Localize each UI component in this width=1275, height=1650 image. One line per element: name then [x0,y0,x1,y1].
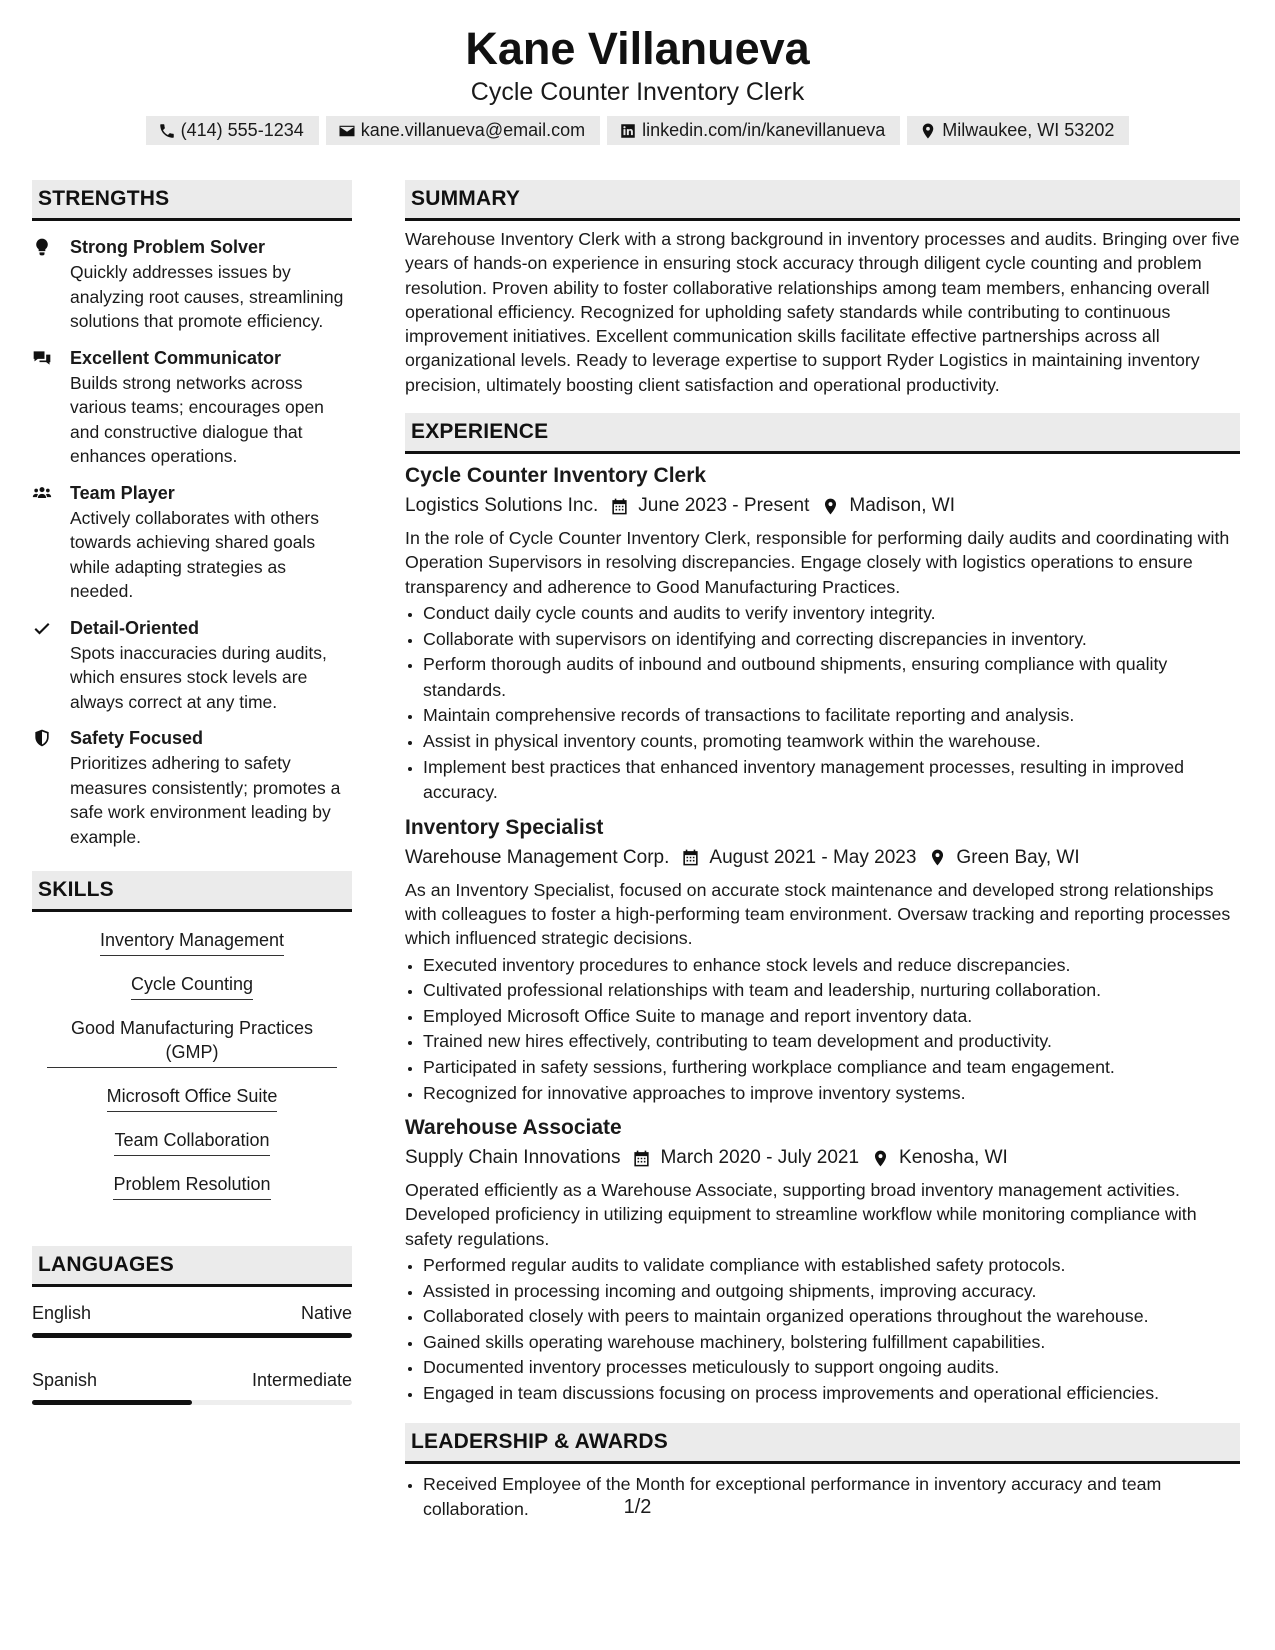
strengths-list [32,235,352,849]
language-level: Intermediate [251,1370,352,1390]
calendar-icon [681,848,700,867]
contact-phone[interactable] [146,116,319,145]
list-item: • Assisted in processing incoming and outgoing shipments, improving accuracy. [423,1279,1240,1305]
language-proficiency-bar [32,1400,352,1405]
job-description: Operated efficiently as a Warehouse Associate, supporting broad inventory management activities. Developed proficiency in utilizing equipment to streamline workflow while monitoring compliance with safety regulations. [405,1180,1197,1249]
strength-item [32,726,352,849]
check-icon [32,618,52,638]
comments-icon [32,348,52,368]
strength-desc: Builds strong networks across various teams; encourages open and constructive dialogue that enhances operations. [70,372,324,466]
strength-desc: Prioritizes adhering to safety measures consistently; promotes a safe work environment leading by example. [70,753,341,847]
job-bullets [405,1253,1240,1407]
list-item: • Perform thorough audits of inbound and outbound shipments, ensuring compliance with quality standards. [423,652,1240,703]
summary-text: Warehouse Inventory Clerk with a strong background in inventory processes and audits. Bringing over five years of hands-on experience in ensuring stock accuracy through diligent cycle counting and problem resolution. Proven ability to foster collaborative relationships among team members, enhancing overall operational efficiency. Recognized for upholding safety standards while contributing to continuous improvement initiatives. Excellent communication skills facilitate effective partnerships across all organizational levels. Ready to leverage expertise to support Ryder Logistics in maintaining inventory precision, ultimately boosting client satisfaction and operational productivity. [405,229,1240,395]
list-item: • Gained skills operating warehouse machinery, bolstering fulfillment capabilities. [423,1330,1240,1356]
job-entry [405,1114,1240,1406]
list-item: • Trained new hires effectively, contributing to team development and productivity. [423,1029,1240,1055]
strength-title: Safety Focused [70,728,204,748]
contact-email[interactable] [326,116,600,145]
calendar-icon [610,497,629,516]
list-item: • Engaged in team discussions focusing on process improvements and operational efficiencies. [423,1381,1240,1407]
skill-tag: Cycle Counting [131,972,253,1000]
skills-list [32,920,352,1208]
candidate-name: Kane Villanueva [465,23,810,74]
job-dates: March 2020 - July 2021 [660,1147,860,1169]
job-meta [405,492,1240,520]
language-item [32,1301,352,1338]
contact-bar [0,116,1275,145]
strength-item [32,346,352,469]
languages-heading: LANGUAGES [32,1246,352,1287]
job-bullets [405,953,1240,1107]
strength-item [32,481,352,604]
list-item: • Executed inventory procedures to enhance stock levels and reduce discrepancies. [423,953,1240,979]
resume-header [0,0,1275,145]
page-number: 1/2 [623,1496,652,1518]
job-description: As an Inventory Specialist, focused on accurate stock maintenance and developed strong relationships with colleagues to foster a high-performing team environment. Oversaw tracking and reporting processes which influenced strategic decisions. [405,879,1231,949]
language-proficiency-bar [32,1333,352,1338]
job-location: Green Bay, WI [956,846,1080,868]
list-item: • Recognized for innovative approaches to improve inventory systems. [423,1081,1240,1107]
summary-heading: SUMMARY [405,180,1240,221]
job-description: In the role of Cycle Counter Inventory Clerk, responsible for performing daily audits and coordinating with Operation Supervisors in resolving discrepancies. Engage closely with logistics operations to ensure transparency and adherence to Good Manufacturing Practices. [405,528,1230,597]
strength-desc: Quickly addresses issues by analyzing root causes, streamlining solutions that promote efficiency. [70,262,344,331]
job-meta [405,1144,1240,1172]
skill-tag: Microsoft Office Suite [107,1084,278,1112]
job-company: Logistics Solutions Inc. [405,495,599,517]
job-entry [405,814,1240,1106]
strengths-heading: STRENGTHS [32,180,352,221]
language-proficiency-fill [32,1400,192,1405]
right-column [405,180,1240,1523]
skill-tag: Inventory Management [100,928,284,956]
shield-icon [32,728,52,748]
job-dates: June 2023 - Present [638,495,810,517]
linkedin-icon [619,122,637,140]
language-name: Spanish [32,1370,98,1390]
skills-heading: SKILLS [32,871,352,912]
list-item: • Implement best practices that enhanced inventory management processes, resulting in improved accuracy. [423,755,1240,806]
users-icon [32,483,52,503]
language-proficiency-fill [32,1333,352,1338]
strength-desc: Spots inaccuracies during audits, which ensures stock levels are always correct at any time. [70,642,327,712]
job-title: Cycle Counter Inventory Clerk [405,464,707,488]
skill-tag: Problem Resolution [113,1172,270,1200]
strength-title: Excellent Communicator [70,347,282,368]
list-item: • Maintain comprehensive records of transactions to facilitate reporting and analysis. [423,703,1240,729]
language-item [32,1368,352,1405]
strength-item [32,235,352,334]
map-pin-icon [821,497,840,516]
job-title: Inventory Specialist [405,815,604,839]
strength-title: Team Player [70,482,175,503]
contact-location[interactable] [907,116,1129,145]
phone-text: (414) 555-1234 [180,120,304,140]
awards-heading: LEADERSHIP & AWARDS [405,1423,1240,1464]
job-meta [405,844,1240,872]
phone-icon [158,122,176,140]
list-item: • Conduct daily cycle counts and audits to verify inventory integrity. [423,601,1240,627]
contact-linkedin[interactable] [607,116,900,145]
language-level: Native [300,1303,352,1323]
job-company: Warehouse Management Corp. [405,846,670,868]
candidate-title: Cycle Counter Inventory Clerk [470,78,805,106]
list-item: • Performed regular audits to validate compliance with established safety protocols. [423,1253,1240,1279]
left-column [32,180,352,1523]
map-pin-icon [928,848,947,867]
strength-desc: Actively collaborates with others towards achieving shared goals while adapting strategies as needed. [70,507,319,601]
lightbulb-icon [32,237,52,257]
job-bullets [405,601,1240,806]
job-company: Supply Chain Innovations [405,1147,621,1169]
job-location: Madison, WI [849,495,955,517]
list-item: • Received Employee of the Month for exceptional performance in inventory accuracy and team collaboration. [423,1472,1240,1523]
resume-body [32,180,1241,1523]
experience-heading: EXPERIENCE [405,413,1240,454]
list-item: • Collaborated closely with peers to maintain organized operations throughout the warehouse. [423,1304,1240,1330]
job-location: Kenosha, WI [899,1147,1008,1169]
calendar-icon [632,1149,651,1168]
map-pin-icon [871,1149,890,1168]
list-item: • Employed Microsoft Office Suite to manage and report inventory data. [423,1004,1240,1030]
job-dates: August 2021 - May 2023 [709,846,917,868]
strength-title: Strong Problem Solver [70,237,266,257]
job-entry [405,462,1240,806]
strength-title: Detail-Oriented [70,617,200,638]
list-item: • Collaborate with supervisors on identifying and correcting discrepancies in inventory. [423,627,1240,653]
skill-tag: Team Collaboration [114,1128,269,1156]
list-item: • Cultivated professional relationships with team and leadership, nurturing collaboration. [423,978,1240,1004]
location-text: Milwaukee, WI 53202 [942,120,1115,140]
linkedin-text: linkedin.com/in/kanevillanueva [642,120,886,140]
list-item: • Participated in safety sessions, furthering workplace compliance and team engagement. [423,1055,1240,1081]
envelope-icon [338,122,356,140]
skill-tag: Good Manufacturing Practices (GMP) [47,1016,337,1068]
language-name: English [32,1303,92,1323]
email-text: kane.villanueva@email.com [360,120,586,140]
list-item: • Documented inventory processes meticulously to support ongoing audits. [423,1355,1240,1381]
strength-item [32,616,352,715]
map-pin-icon [919,122,937,140]
list-item: • Assist in physical inventory counts, promoting teamwork within the warehouse. [423,729,1240,755]
job-title: Warehouse Associate [405,1116,622,1140]
